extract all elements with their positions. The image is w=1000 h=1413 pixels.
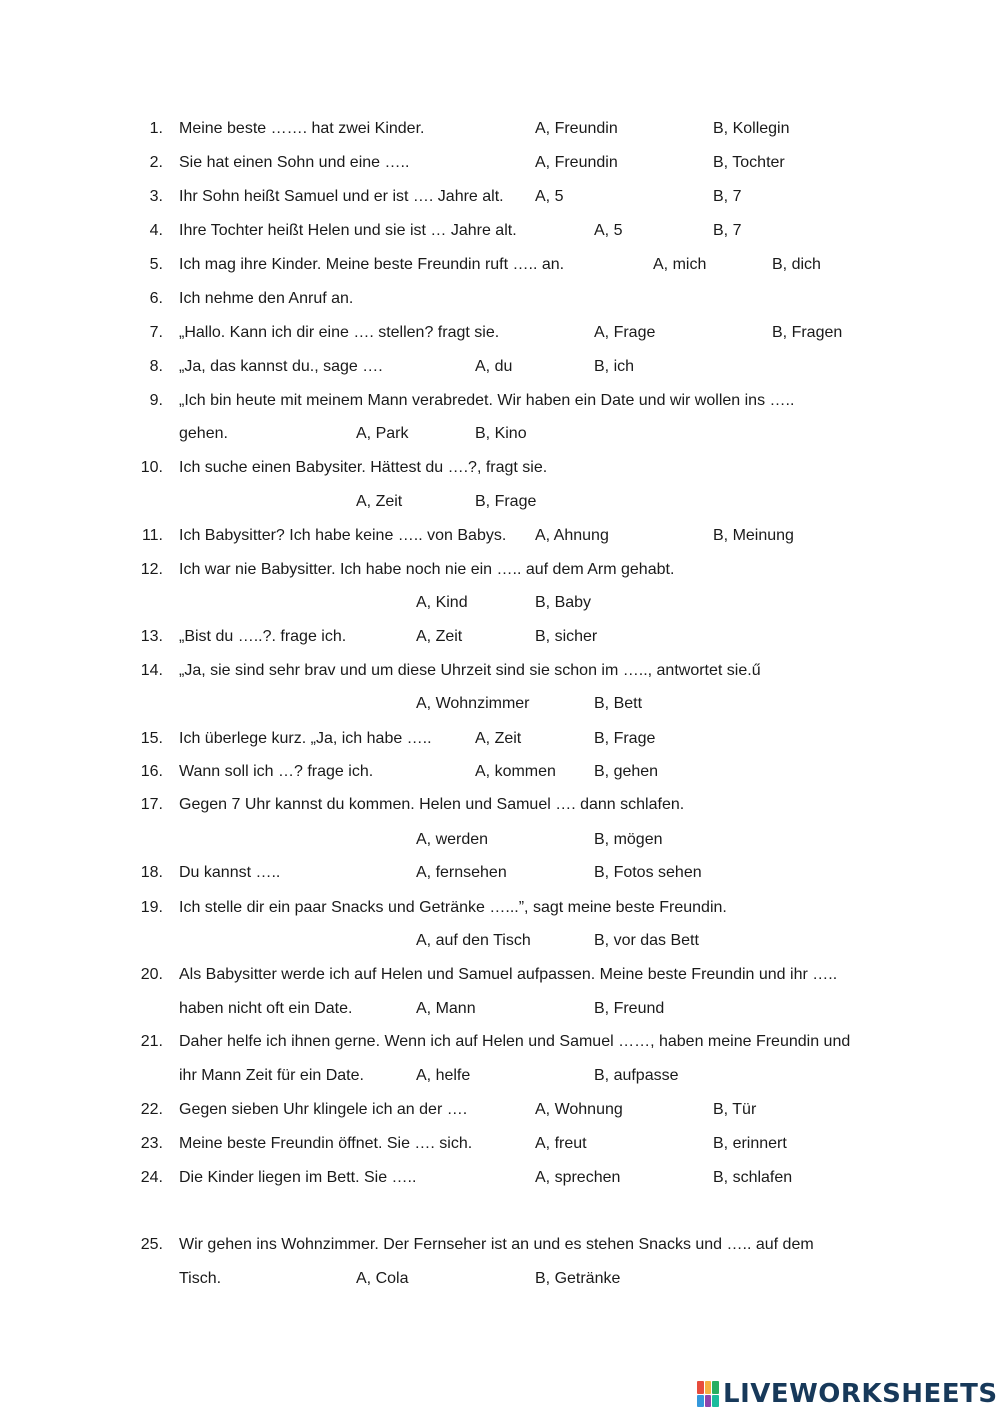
option-a: A, Zeit [475,730,522,747]
option-b: B, Tochter [713,154,785,171]
question-number: 2. [149,154,163,171]
option-a: A, Park [356,425,409,442]
question-number: 23. [140,1135,163,1152]
question-text: Ihre Tochter heißt Helen und sie ist … Jahre alt. [179,222,517,239]
question-text: Ich überlege kurz. „Ja, ich habe ….. [179,730,432,747]
question-text: Die Kinder liegen im Bett. Sie ….. [179,1169,417,1186]
question-text: „Ja, sie sind sehr brav und um diese Uhrzeit sind sie schon im ….., antwortet sie.ű [179,662,761,679]
option-a: A, 5 [594,222,623,239]
question-text: Ich war nie Babysitter. Ich habe noch nie ein ….. auf dem Arm gehabt. [179,561,675,578]
option-b: B, schlafen [713,1169,793,1186]
question-number: 7. [149,324,163,341]
question-text: ihr Mann Zeit für ein Date. [179,1067,364,1084]
option-b: B, Meinung [713,527,794,544]
option-a: A, sprechen [535,1169,621,1186]
option-a: A, Wohnzimmer [416,695,530,712]
question-text: „Ja, das kannst du., sage …. [179,358,383,375]
logo-text: LIVEWORKSHEETS [723,1379,998,1409]
question-number: 19. [140,899,163,916]
question-number: 15. [140,730,163,747]
option-b: B, Kino [475,425,527,442]
option-b: B, Freund [594,1000,665,1017]
option-b: B, 7 [713,188,742,205]
option-a: A, Zeit [356,493,403,510]
option-b: B, erinnert [713,1135,787,1152]
option-b: B, aufpasse [594,1067,679,1084]
option-a: A, freut [535,1135,587,1152]
question-number: 20. [140,966,163,983]
question-number: 3. [149,188,163,205]
question-text: Ich Babysitter? Ich habe keine ….. von Babys. [179,527,507,544]
question-text: Tisch. [179,1270,222,1287]
option-b: B, Tür [713,1101,757,1118]
question-text: Ihr Sohn heißt Samuel und er ist …. Jahre alt. [179,188,504,205]
question-text: „Ich bin heute mit meinem Mann verabredet. Wir haben ein Date und wir wollen ins ….. [179,392,795,409]
question-text: Wir gehen ins Wohnzimmer. Der Fernseher ist an und es stehen Snacks und ….. auf dem [179,1236,814,1253]
question-number: 9. [149,392,163,409]
option-b: B, 7 [713,222,742,239]
question-text: Ich nehme den Anruf an. [179,290,354,307]
option-b: B, dich [772,256,821,273]
option-a: A, Freundin [535,154,618,171]
question-number: 10. [140,459,163,476]
question-number: 1. [149,120,163,137]
option-a: A, helfe [416,1067,471,1084]
question-text: haben nicht oft ein Date. [179,1000,353,1017]
question-text: Meine beste Freundin öffnet. Sie …. sich. [179,1135,473,1152]
option-b: B, mögen [594,831,663,848]
option-a: A, Kind [416,594,468,611]
option-b: B, vor das Bett [594,932,699,949]
option-b: B, ich [594,358,635,375]
question-number: 6. [149,290,163,307]
question-text: Gegen sieben Uhr klingele ich an der …. [179,1101,468,1118]
question-number: 12. [140,561,163,578]
question-number: 21. [140,1033,163,1050]
question-number: 17. [140,796,163,813]
option-a: A, Ahnung [535,527,609,544]
question-text: „Bist du …..?. frage ich. [179,628,347,645]
option-a: A, Zeit [416,628,463,645]
option-b: B, Kollegin [713,120,790,137]
option-a: A, Mann [416,1000,476,1017]
option-a: A, du [475,358,513,375]
option-a: A, fernsehen [416,864,507,881]
question-text: „Hallo. Kann ich dir eine …. stellen? fragt sie. [179,324,500,341]
option-a: A, Freundin [535,120,618,137]
option-b: B, Frage [475,493,537,510]
option-a: A, Frage [594,324,656,341]
option-b: B, Bett [594,695,643,712]
question-text: Daher helfe ich ihnen gerne. Wenn ich auf Helen und Samuel ……, haben meine Freundin und [179,1033,851,1050]
liveworksheets-logo [697,1378,998,1410]
option-a: A, kommen [475,763,556,780]
question-text: Sie hat einen Sohn und eine ….. [179,154,410,171]
option-b: B, Baby [535,594,592,611]
question-text: Ich mag ihre Kinder. Meine beste Freundin ruft ….. an. [179,256,565,273]
question-text: Ich suche einen Babysiter. Hättest du ….?, fragt sie. [179,459,548,476]
option-a: A, 5 [535,188,564,205]
option-b: B, sicher [535,628,598,645]
option-a: A, mich [653,256,707,273]
option-b: B, gehen [594,763,659,780]
question-number: 13. [140,628,163,645]
question-number: 18. [140,864,163,881]
option-b: B, Fotos sehen [594,864,702,881]
question-number: 4. [149,222,163,239]
option-a: A, werden [416,831,489,848]
option-a: A, auf den Tisch [416,932,531,949]
question-number: 14. [140,662,163,679]
option-b: B, Frage [594,730,656,747]
option-b: B, Getränke [535,1270,621,1287]
question-text: gehen. [179,425,228,442]
question-text: Du kannst ….. [179,864,281,881]
question-text: Ich stelle dir ein paar Snacks und Getränke …...”, sagt meine beste Freundin. [179,899,727,916]
question-number: 16. [140,763,163,780]
liveworksheets-logo-icon [697,1381,719,1407]
question-number: 11. [141,527,163,544]
question-number: 8. [149,358,163,375]
option-a: A, Wohnung [535,1101,623,1118]
question-text: Gegen 7 Uhr kannst du kommen. Helen und Samuel …. dann schlafen. [179,796,685,813]
question-number: 24. [140,1169,163,1186]
question-text: Meine beste ……. hat zwei Kinder. [179,120,425,137]
question-number: 5. [149,256,163,273]
question-number: 25. [140,1236,163,1253]
question-number: 22. [140,1101,163,1118]
question-text: Wann soll ich …? frage ich. [179,763,374,780]
option-a: A, Cola [356,1270,409,1287]
option-b: B, Fragen [772,324,843,341]
question-text: Als Babysitter werde ich auf Helen und Samuel aufpassen. Meine beste Freundin und ihr ….. [179,966,838,983]
